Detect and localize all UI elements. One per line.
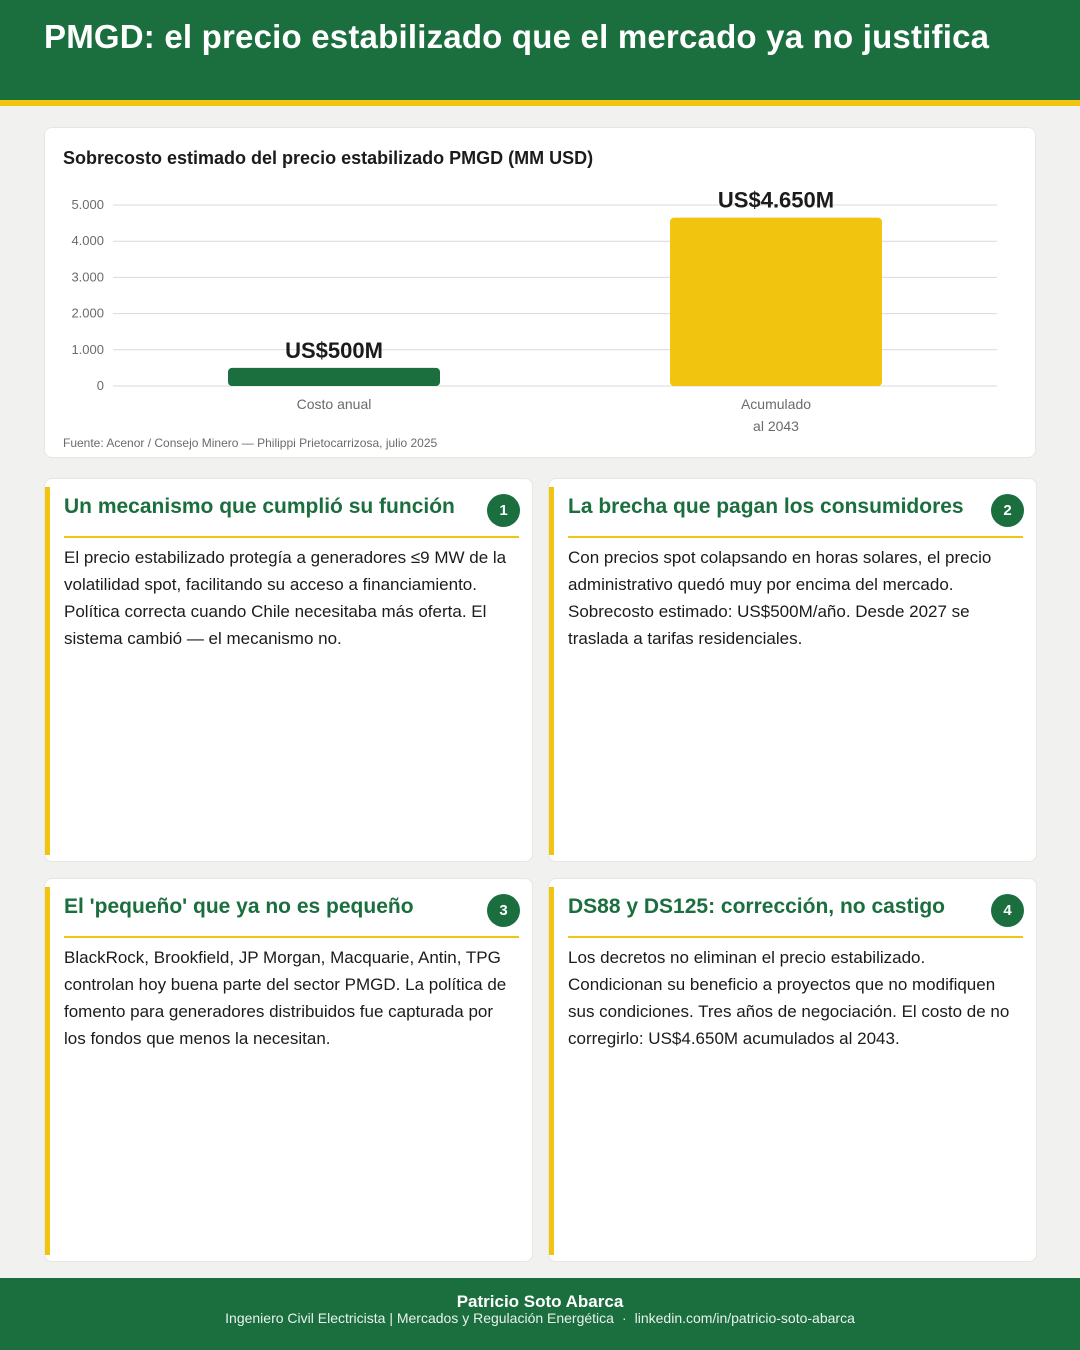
card-accent-bar	[549, 887, 554, 1255]
card-title: DS88 y DS125: corrección, no castigo	[568, 895, 945, 918]
data-label: US$500M	[285, 337, 383, 363]
card-body: Con precios spot colapsando en horas solares, el precio administrativo quedó muy por encima del mercado. Sobrecosto estimado: US$500M/año. Desde 2027 se traslada a tarifas residenciales.	[568, 548, 992, 648]
chart-card	[44, 127, 1036, 458]
info-card-2	[548, 478, 1037, 862]
info-card-4	[548, 878, 1037, 1262]
card-body: BlackRock, Brookfield, JP Morgan, Macquarie, Antin, TPG controlan hoy buena parte del sector PMGD. La política de fomento para generadores distribuidos fue capturada por los fondos que menos la necesitan.	[64, 948, 507, 1048]
card-divider	[568, 536, 1023, 538]
card-title: El 'pequeño' que ya no es pequeño	[64, 895, 414, 918]
card-number-badge: 4	[991, 894, 1024, 927]
data-label: US$4.650M	[717, 187, 835, 213]
header	[0, 0, 1080, 100]
footer-separator: ·	[621, 1310, 627, 1326]
card-divider	[64, 936, 519, 938]
chart-source: Fuente: Acenor / Consejo Minero — Philippi Prietocarrizosa, julio 2025	[63, 436, 438, 450]
author-details	[0, 1310, 1080, 1326]
x-category-label: Costo anual	[296, 396, 372, 412]
card-body: El precio estabilizado protegía a generadores ≤9 MW de la volatilidad spot, facilitando su acceso a financiamiento. Política correcta cuando Chile necesitaba más oferta. El sistema cambió — el mecanismo no.	[64, 548, 507, 648]
card-number-badge: 2	[991, 494, 1024, 527]
chart-title: Sobrecosto estimado del precio estabilizado PMGD (MM USD)	[63, 148, 594, 168]
y-tick-label: 0	[96, 378, 104, 393]
card-number-badge: 1	[487, 494, 520, 527]
card-accent-bar	[45, 887, 50, 1255]
card-accent-bar	[45, 487, 50, 855]
y-tick-label: 3.000	[71, 269, 104, 285]
author-role: Ingeniero Civil Electricista | Mercados y Regulación Energética	[225, 1310, 614, 1326]
y-tick-label: 5.000	[71, 197, 104, 212]
x-category-label: al 2043	[753, 418, 799, 434]
linkedin-link[interactable]: linkedin.com/in/patricio-soto-abarca	[634, 1310, 855, 1326]
bar	[228, 368, 440, 386]
card-title: La brecha que pagan los consumidores	[568, 495, 964, 518]
card-title: Un mecanismo que cumplió su función	[64, 495, 455, 518]
card-accent-bar	[549, 487, 554, 855]
footer	[0, 1278, 1080, 1350]
author-name: Patricio Soto Abarca	[456, 1292, 624, 1311]
card-number-badge: 3	[487, 894, 520, 927]
y-tick-label: 2.000	[71, 305, 104, 321]
bar-chart	[45, 128, 1037, 459]
card-divider	[64, 536, 519, 538]
x-category-label: Acumulado	[740, 396, 812, 412]
info-card-1	[44, 478, 533, 862]
header-accent-stripe	[0, 100, 1080, 106]
card-divider	[568, 936, 1023, 938]
bar	[670, 218, 882, 386]
y-tick-label: 4.000	[71, 233, 104, 249]
card-body: Los decretos no eliminan el precio estabilizado. Condicionan su beneficio a proyectos que no modifiquen sus condiciones. Tres años de negociación. El costo de no corregirlo: US$4.650M acumulados al 2043.	[568, 948, 1010, 1048]
y-tick-label: 1.000	[71, 341, 104, 357]
info-card-3	[44, 878, 533, 1262]
page-title: PMGD: el precio estabilizado que el mercado ya no justifica	[44, 18, 990, 55]
